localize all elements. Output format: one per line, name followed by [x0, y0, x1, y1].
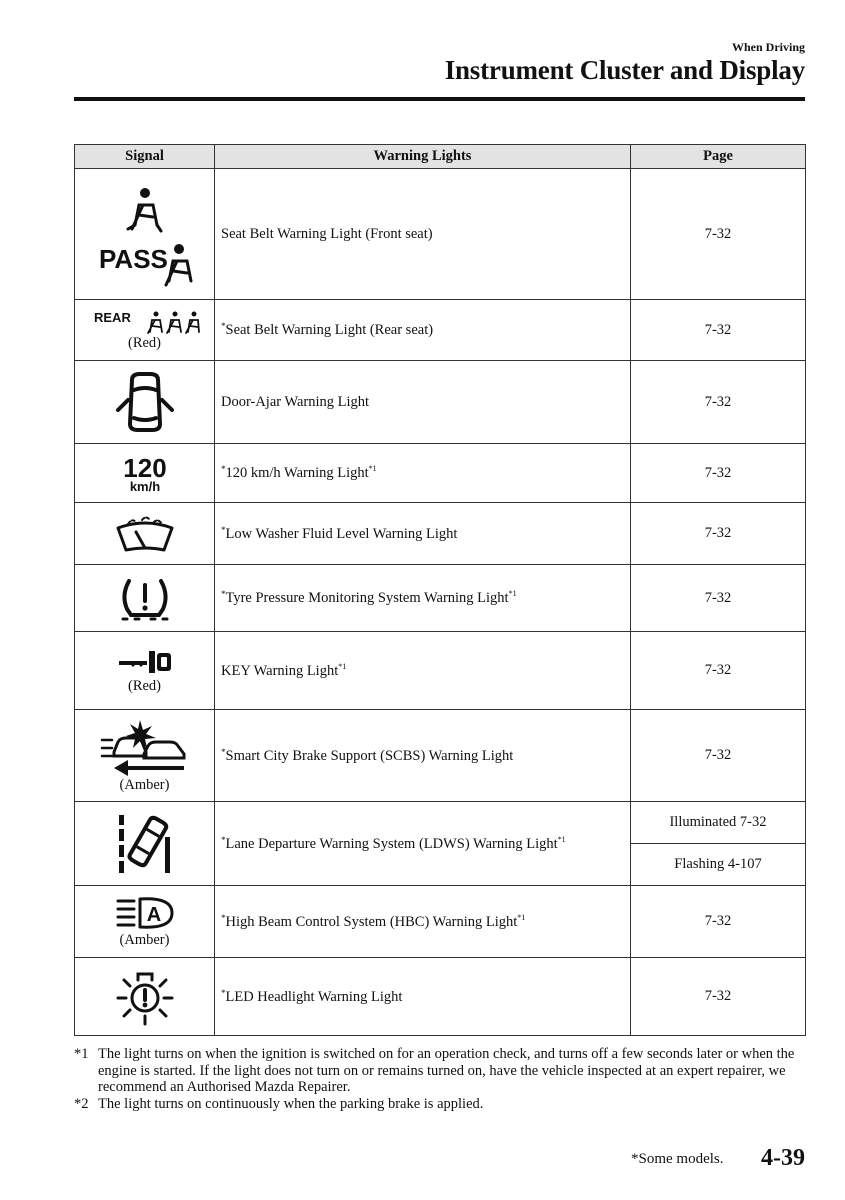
signal-cell	[75, 710, 215, 802]
washer-fluid-icon	[114, 514, 176, 554]
warning-light-name: *High Beam Control System (HBC) Warning Light$^{*1}$	[215, 886, 631, 958]
table-row	[75, 802, 806, 886]
signal-cell	[75, 958, 215, 1036]
scbs-icon	[100, 718, 190, 776]
warning-light-name: *Seat Belt Warning Light (Rear seat)	[215, 300, 631, 361]
tyre-pressure-icon	[117, 575, 173, 621]
table-row	[75, 300, 806, 361]
table-row	[75, 710, 806, 802]
warning-light-name: *Low Washer Fluid Level Warning Light	[215, 503, 631, 565]
led-headlight-icon	[114, 968, 176, 1026]
signal-color-note: (Red)	[127, 677, 161, 694]
page-ref-illuminated: Illuminated 7-32	[631, 802, 805, 844]
door-ajar-icon	[114, 370, 176, 434]
footnote	[74, 1096, 805, 1113]
header-rule	[74, 97, 805, 101]
warning-light-name: *120 km/h Warning Light$^{*1}$	[215, 444, 631, 503]
signal-cell	[75, 444, 215, 503]
column-header-warning-lights: Warning Lights	[215, 145, 631, 169]
table-row	[75, 444, 806, 503]
warning-light-name: KEY Warning Light$^{*1}$	[215, 632, 631, 710]
page-ref: 7-32	[631, 169, 806, 300]
signal-cell	[75, 300, 215, 361]
signal-cell	[75, 503, 215, 565]
high-beam-control-icon	[114, 895, 176, 931]
footnotes	[74, 1046, 805, 1112]
warning-light-name: *Lane Departure Warning System (LDWS) Warning Light$^{*1}$	[215, 802, 631, 886]
speed-value: 120	[122, 453, 167, 483]
warning-light-name: Seat Belt Warning Light (Front seat)	[215, 169, 631, 300]
table-row	[75, 169, 806, 300]
page-ref: 7-32	[631, 444, 806, 503]
column-header-signal: Signal	[75, 145, 215, 169]
column-header-page: Page	[631, 145, 806, 169]
page-ref: 7-32	[631, 503, 806, 565]
speed-120-icon	[120, 453, 170, 493]
table-header-row	[75, 145, 806, 169]
some-models-note: *Some models.	[631, 1151, 724, 1167]
seat-belt-rear-icon	[90, 308, 200, 334]
hbc-auto-letter: A	[146, 903, 161, 926]
warning-light-name: *Smart City Brake Support (SCBS) Warning Light	[215, 710, 631, 802]
page-ref-flashing: Flashing 4-107	[674, 856, 762, 872]
page-ref: 7-32	[631, 958, 806, 1036]
signal-cell	[75, 565, 215, 632]
signal-color-note: (Amber)	[119, 776, 170, 793]
signal-cell	[75, 886, 215, 958]
table-row	[75, 632, 806, 710]
table-row	[75, 361, 806, 444]
section-label: When Driving	[731, 40, 805, 54]
page-ref: 7-32	[631, 632, 806, 710]
table-row	[75, 886, 806, 958]
page-number: 4-39	[761, 1145, 805, 1171]
warning-lights-table	[74, 144, 806, 1036]
lane-departure-icon	[115, 813, 175, 875]
signal-color-note: (Amber)	[119, 931, 170, 948]
page-ref: 7-32	[631, 565, 806, 632]
table-row	[75, 565, 806, 632]
page-ref: 7-32	[631, 361, 806, 444]
footnote-mark: *2	[74, 1095, 89, 1112]
footnote-text: The light turns on when the ignition is switched on for an operation check, and turns off a few seconds later or when the engine is started. If the light does not turn on or remains turned on, have the vehicle inspected at an expert repairer, we recommend an Authorised Mazda Repairer.	[98, 1046, 795, 1095]
speed-unit: km/h	[129, 479, 160, 493]
key-icon	[117, 647, 173, 677]
warning-light-name: *Tyre Pressure Monitoring System Warning Light$^{*1}$	[215, 565, 631, 632]
signal-color-note: (Red)	[127, 335, 161, 351]
rear-label: REAR	[93, 310, 131, 325]
signal-cell	[75, 632, 215, 710]
page-ref-split	[631, 802, 806, 886]
page-title: Instrument Cluster and Display	[444, 55, 805, 85]
pass-label: PASS	[98, 244, 168, 274]
page-ref: 7-32	[631, 300, 806, 361]
footnote-mark: *1	[74, 1046, 89, 1062]
footnote-text: The light turns on continuously when the parking brake is applied.	[98, 1095, 484, 1112]
footnote	[74, 1046, 805, 1096]
table-row	[75, 503, 806, 565]
signal-cell	[75, 169, 215, 300]
page-ref: 7-32	[631, 710, 806, 802]
warning-light-name: Door-Ajar Warning Light	[215, 361, 631, 444]
warning-light-name: *LED Headlight Warning Light	[215, 958, 631, 1036]
seat-belt-front-icon	[95, 179, 195, 289]
table-row	[75, 958, 806, 1036]
signal-cell	[75, 361, 215, 444]
signal-cell	[75, 802, 215, 886]
page-ref: 7-32	[631, 886, 806, 958]
